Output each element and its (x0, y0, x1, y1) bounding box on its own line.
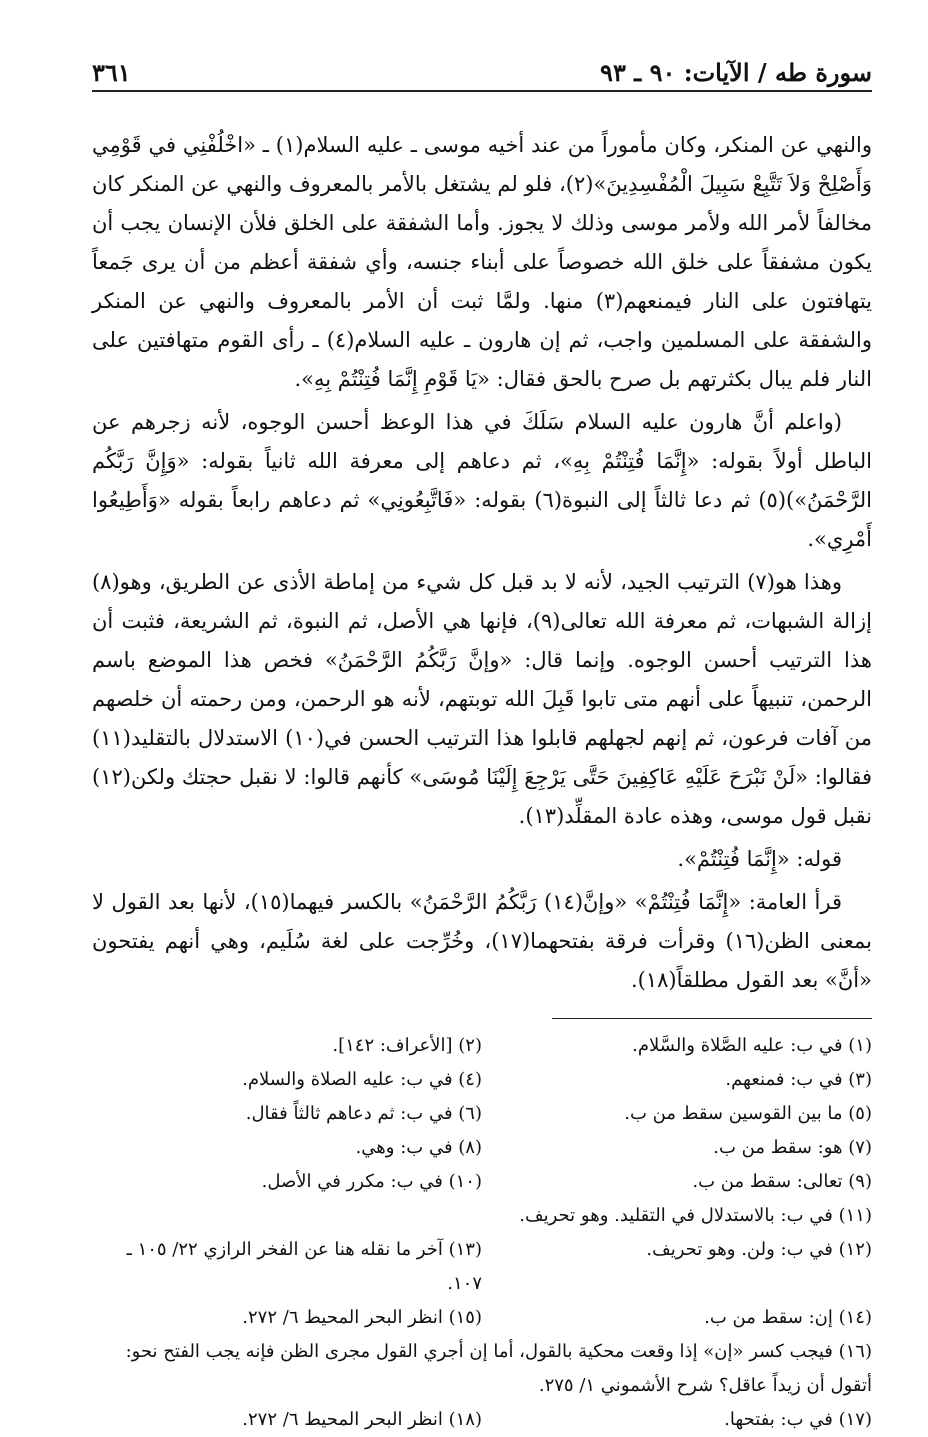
footnote: (٨) في ب: وهي. (355, 1137, 482, 1158)
page-number: ٣٦١ (92, 58, 131, 87)
footnote: (٢) [الأعراف: ١٤٢]. (332, 1035, 482, 1056)
footnote: (١٠) في ب: مكرر في الأصل. (261, 1171, 482, 1192)
footnote: (١٦) فيجب كسر «إن» إذا وقعت محكية بالقول، أما إن أجري القول مجرى الظن فإنه يجب الفتح نحو: أتقول أن زيداً عاقل؟ شرح الأشموني ١/ ٢٧٥. (125, 1341, 872, 1396)
footnote: (١٧) في ب: بفتحها. (724, 1409, 872, 1430)
main-text (92, 126, 872, 1000)
footnote: (١٨) انظر البحر المحيط ٦/ ٢٧٢. (242, 1409, 482, 1430)
page (92, 52, 872, 1437)
page-header (92, 52, 872, 96)
footnote: (٤) في ب: عليه الصلاة والسلام. (242, 1069, 482, 1090)
running-title: سورة طه / الآيات: ٩٠ ـ ٩٣ (600, 58, 872, 87)
footnote: (١٥) انظر البحر المحيط ٦/ ٢٧٢. (242, 1307, 482, 1328)
paragraph: (واعلم أنَّ هارون عليه السلام سَلَكَ في هذا الوعظ أحسن الوجوه، لأنه زجرهم عن الباطل أولاً بقوله: «إِنَّمَا فُتِنْتُمْ بِهِ»، ثم دعاهم إلى معرفة الله ثانياً بقوله: «وَإِنَّ رَبَّكُم الرَّحْمَنُ»)(٥) ثم دعا ثالثاً إلى النبوة(٦) بقوله: «فَاتَّبِعُونِي» ثم دعاهم رابعاً بقوله «وَأَطِيعُوا أَمْرِي». (92, 410, 872, 551)
footnote: (٩) تعالى: سقط من ب. (692, 1171, 872, 1192)
footnote: (١) في ب: عليه الصَّلاة والسَّلام. (632, 1035, 872, 1056)
footnote: (٦) في ب: ثم دعاهم ثالثاً فقال. (245, 1103, 482, 1124)
paragraph: قرأ العامة: «إِنَّمَا فُتِنْتُمْ» «وإنَّ(١٤) رَبَّكُمُ الرَّحْمَنُ» بالكسر فيهما(١٥)، لأنها بعد القول لا بمعنى الظن(١٦) وقرأت فرقة بفتحهما(١٧)، وخُرِّجت على لغة سُلَيم، وهي أنهم يفتحون «أنَّ» بعد القول مطلقاً(١٨). (92, 890, 872, 992)
paragraph: وهذا هو(٧) الترتيب الجيد، لأنه لا بد قبل كل شيء من إماطة الأذى عن الطريق، وهو(٨) إزالة الشبهات، ثم معرفة الله تعالى(٩)، فإنها هي الأصل، ثم النبوة، ثم الشريعة، فثبت أن هذا الترتيب أحسن الوجوه. وإنما قال: «وإنَّ رَبَّكُمُ الرَّحْمَنُ» فخص هذا الموضع باسم الرحمن، تنبيهاً على أنهم متى تابوا قَبِلَ الله توبتهم، لأنه هو الرحمن، ومن رحمته أن خلصهم من آفات فرعون، ثم إنهم لجهلهم قابلوا هذا الترتيب الحسن في(١٠) الاستدلال بالتقليد(١١) فقالوا: «لَنْ نَبْرَحَ عَلَيْهِ عَاكِفِينَ حَتَّى يَرْجِعَ إِلَيْنَا مُوسَى» كأنهم قالوا: لا نقبل حجتك ولكن(١٢) نقبل قول موسى، وهذه عادة المقلِّد(١٣). (92, 570, 872, 828)
footnote: (٧) هو: سقط من ب. (713, 1137, 872, 1158)
footnote: (١٣) آخر ما نقله هنا عن الفخر الرازي ٢٢/ ١٠٥ ـ ١٠٧. (126, 1239, 482, 1294)
header-rule (92, 90, 872, 92)
footnote: (٣) في ب: فمنعهم. (725, 1069, 872, 1090)
paragraph: قوله: «إِنَّمَا فُتِنْتُمْ». (677, 847, 842, 871)
footnote: (٥) ما بين القوسين سقط من ب. (624, 1103, 872, 1124)
footnote: (١١) في ب: بالاستدلال في التقليد. وهو تحريف. (519, 1205, 872, 1226)
footnote: (١٤) إن: سقط من ب. (704, 1307, 872, 1328)
paragraph: والنهي عن المنكر، وكان مأموراً من عند أخيه موسى ـ عليه السلام(١) ـ «اخْلُفْنِي في قَوْمِي وَأَصْلِحْ وَلاَ تَتَّبِعْ سَبِيلَ الْمُفْسِدِينَ»(٢)، فلو لم يشتغل بالأمر بالمعروف والنهي عن المنكر كان مخالفاً لأمر الله ولأمر موسى وذلك لا يجوز. وأما الشفقة على الخلق فلأن الإنسان يجب أن يكون مشفقاً على خلق الله خصوصاً على أبناء جنسه، وأي شفقة أعظم من أن يرى جَمعاً يتهافتون على النار فيمنعهم(٣) منها. ولمَّا ثبت أن الأمر بالمعروف والنهي عن المنكر والشفقة على المسلمين واجب، ثم إن هارون ـ عليه السلام(٤) ـ رأى القوم متهافتين على النار فلم يبال بكثرتهم بل صرح بالحق فقال: «يَا قَوْمِ إِنَّمَا فُتِنْتُمْ بِهِ». (92, 133, 872, 391)
footnote: (١٢) في ب: ولن. وهو تحريف. (646, 1239, 872, 1260)
footnote-rule (552, 1018, 872, 1019)
